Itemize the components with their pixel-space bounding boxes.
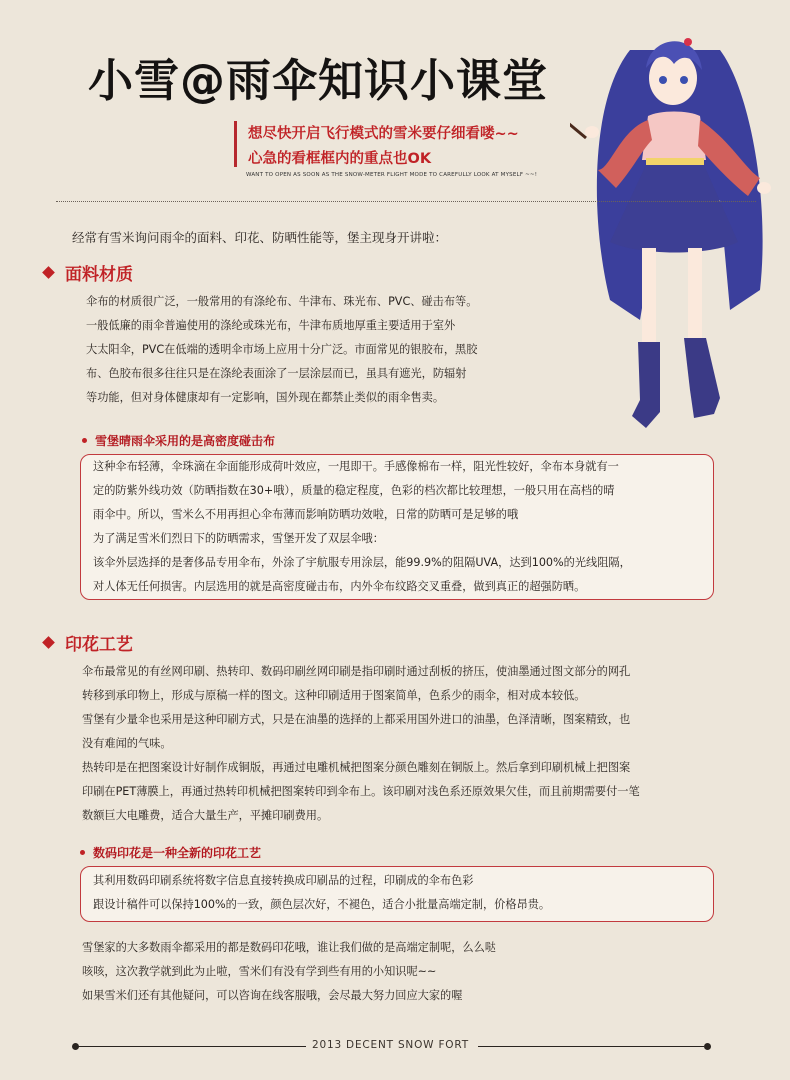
- paragraph-line: 伞布的材质很广泛，一般常用的有涤纶布、牛津布、珠光布、PVC、碰击布等。: [86, 295, 478, 308]
- fabric-highlight-box: [80, 454, 714, 600]
- printing-box-text: [93, 869, 550, 917]
- footer-left-line: [78, 1046, 306, 1047]
- page-title: 小雪@雨伞知识小课堂: [88, 54, 549, 107]
- paragraph-line: 印刷在PET薄膜上，再通过热转印机械把图案转印到伞布上。该印刷对浅色系还原效果欠佳，而且前期需要付一笔: [82, 785, 640, 798]
- paragraph-line: 转移到承印物上，形成与原稿一样的图文。这种印刷适用于图案简单，色系少的雨伞，相对成本较低。: [82, 689, 586, 702]
- printing-highlight-box: [80, 866, 714, 922]
- box-line: 雨伞中。所以，雪米么不用再担心伞布薄而影响防晒功效啦，日常的防晒可是足够的哦: [93, 508, 519, 521]
- subtitle-line-2: 心急的看框框内的重点也OK: [248, 151, 432, 167]
- fabric-box-text: [93, 455, 631, 599]
- box-line: 对人体无任何损害。内层选用的就是高密度碰击布，内外伞布纹路交叉重叠，做到真正的超强防晒。: [93, 580, 586, 593]
- section-heading-printing: [44, 630, 133, 655]
- footer-right-line: [478, 1046, 704, 1047]
- section-heading-label: 面料材质: [65, 265, 133, 285]
- intro-text: 经常有雪米询问雨伞的面料、印花、防晒性能等，堡主现身开讲啦：: [72, 230, 448, 245]
- section-heading-fabric: [44, 260, 133, 285]
- highlight-title-label: 雪堡晴雨伞采用的是高密度碰击布: [95, 434, 276, 448]
- paragraph-line: 热转印是在把图案设计好制作成铜版，再通过电雕机械把图案分颜色雕刻在铜版上。然后拿到印刷机械上把图案: [82, 761, 631, 774]
- printing-highlight-title: [80, 844, 261, 861]
- paragraph-line: 大太阳伞，PVC在低端的透明伞市场上应用十分广泛。市面常见的银胶布，黑胶: [86, 343, 478, 356]
- diamond-bullet-icon: [42, 636, 55, 649]
- box-line: 其利用数码印刷系统将数字信息直接转换成印刷品的过程，印刷成的伞布色彩: [93, 874, 474, 887]
- box-line: 这种伞布轻薄，伞珠滴在伞面能形成荷叶效应，一甩即干。手感像棉布一样，阻光性较好，伞布本身就有一: [93, 460, 619, 473]
- fabric-highlight-title: [82, 432, 275, 449]
- paragraph-line: 雪堡有少量伞也采用是这种印刷方式，只是在油墨的选择的上都采用国外进口的油墨，色泽清晰，图案精致，也: [82, 713, 631, 726]
- subtitle-accent-bar: [234, 121, 237, 167]
- subtitle-line-1: 想尽快开启飞行模式的雪米要仔细看喽~~: [248, 126, 519, 142]
- section-heading-label: 印花工艺: [65, 635, 133, 655]
- paragraph-line: 布、色胶布很多往往只是在涤纶表面涂了一层涂层而已，虽具有遮光，防辐射: [86, 367, 467, 380]
- paragraph-line: 等功能，但对身体健康却有一定影响，国外现在都禁止类似的雨伞售卖。: [86, 391, 445, 404]
- diamond-bullet-icon: [42, 266, 55, 279]
- anime-girl-illustration: [570, 20, 784, 440]
- highlight-title-label: 数码印花是一种全新的印花工艺: [93, 846, 262, 860]
- subtitle-english: WANT TO OPEN AS SOON AS THE SNOW-METER FLIGHT MODE TO CAREFULLY LOOK AT MYSELF ~~!: [246, 172, 538, 178]
- box-line: 为了满足雪米们烈日下的防晒需求，雪堡开发了双层伞哦：: [93, 532, 384, 545]
- paragraph-line: 没有难闻的气味。: [82, 737, 172, 750]
- box-line: 跟设计稿件可以保持100%的一致，颜色层次好，不褪色，适合小批量高端定制，价格昂贵。: [93, 898, 551, 911]
- closing-line: 咳咳，这次教学就到此为止啦，雪米们有没有学到些有用的小知识呢~~: [82, 965, 437, 978]
- footer-right-dot: [704, 1043, 711, 1050]
- closing-line: 如果雪米们还有其他疑问，可以咨询在线客服哦，会尽最大努力回应大家的喔: [82, 989, 463, 1002]
- header-divider: [56, 201, 756, 202]
- dot-bullet-icon: [80, 850, 85, 855]
- printing-paragraph: [82, 660, 640, 828]
- closing-line: 雪堡家的大多数雨伞都采用的都是数码印花哦，谁让我们做的是高端定制呢，么么哒: [82, 941, 496, 954]
- box-line: 定的防紫外线功效（防晒指数在30+哦），质量的稳定程度，色彩的档次都比较理想，一般只用在高档的晴: [93, 484, 615, 497]
- footer-text: 2013 DECENT SNOW FORT: [312, 1039, 469, 1051]
- box-line: 该伞外层选择的是奢侈品专用伞布，外涂了宇航服专用涂层，能99.9%的阻隔UVA，达到100%的光线阻隔，: [93, 556, 631, 569]
- paragraph-line: 数额巨大电雕费，适合大量生产，平摊印刷费用。: [82, 809, 329, 822]
- paragraph-line: 伞布最常见的有丝网印刷、热转印、数码印刷丝网印刷是指印刷时通过刮板的挤压，使油墨通过图文部分的网孔: [82, 665, 631, 678]
- fabric-paragraph: [86, 290, 477, 410]
- closing-paragraph: [82, 936, 496, 1008]
- dot-bullet-icon: [82, 438, 87, 443]
- paragraph-line: 一般低廉的雨伞普遍使用的涤纶或珠光布，牛津布质地厚重主要适用于室外: [86, 319, 456, 332]
